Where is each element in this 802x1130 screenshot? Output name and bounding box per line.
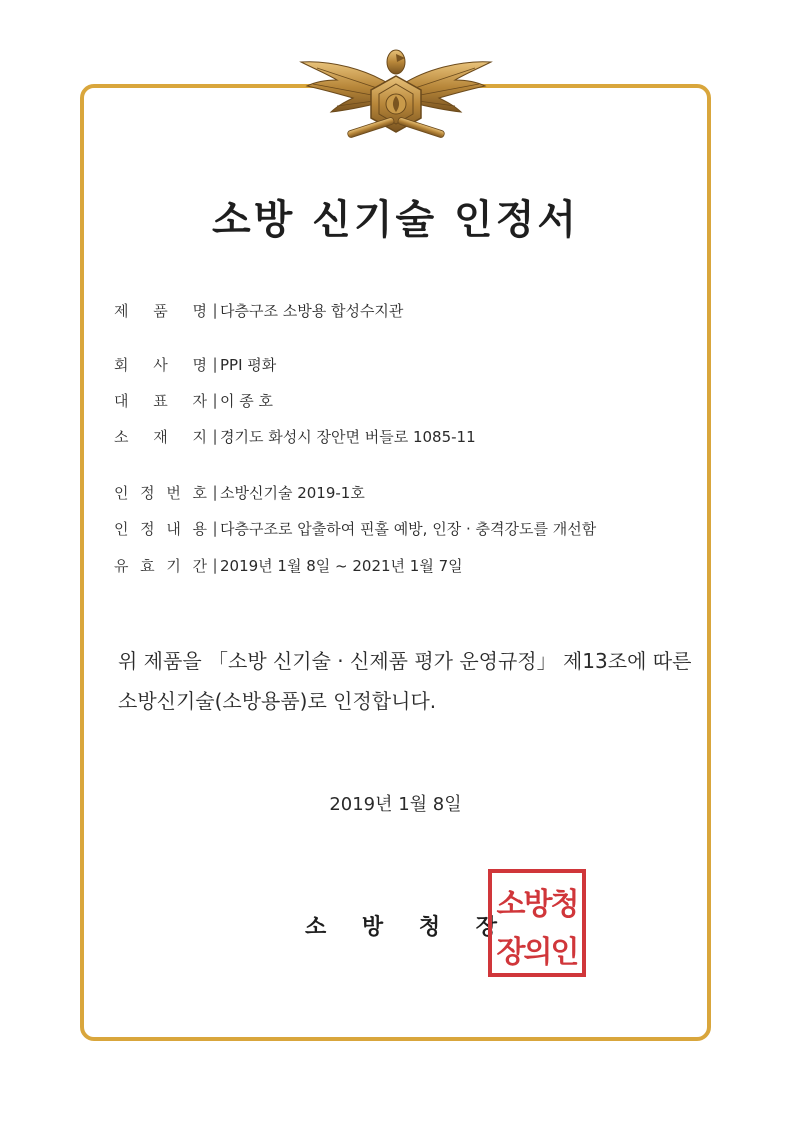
field-row <box>114 480 365 504</box>
field-value: 경기도 화성시 장안면 버들로 1085-11 <box>220 427 476 446</box>
field-separator: | <box>212 519 218 537</box>
field-label-char: 소 <box>114 427 129 446</box>
field-label-char: 품 <box>153 301 168 320</box>
field-label-char: 간 <box>192 556 207 575</box>
field-value: PPI 평화 <box>220 355 277 374</box>
field-label-char: 번 <box>166 483 181 502</box>
field-row <box>114 298 403 322</box>
field-row <box>114 388 273 412</box>
certification-statement <box>118 641 698 721</box>
field-separator: | <box>212 427 218 445</box>
field-label <box>114 390 210 411</box>
field-label <box>114 555 210 576</box>
field-label-char: 대 <box>114 391 129 410</box>
field-value: 2019년 1월 8일 ~ 2021년 1월 7일 <box>220 556 463 575</box>
field-label-char: 제 <box>114 301 129 320</box>
field-separator: | <box>212 483 218 501</box>
field-label-char: 호 <box>192 483 207 502</box>
statement-line-1: 위 제품을 「소방 신기술 · 신제품 평가 운영규정」 제13조에 따른 <box>118 649 692 673</box>
statement-line-2: 소방신기술(소방용품)로 인정합니다. <box>118 689 437 713</box>
issuer-title: 소 방 청 장 <box>305 915 511 940</box>
seal-text-bottom: 장의인 <box>496 935 578 970</box>
field-label-char: 유 <box>114 556 129 575</box>
field-label <box>114 300 210 321</box>
certificate-title: 소방 신기술 인정서 <box>212 197 579 243</box>
field-value: 다층구조로 압출하여 핀홀 예방, 인장 · 충격강도를 개선함 <box>220 519 597 538</box>
field-separator: | <box>212 391 218 409</box>
field-label-char: 재 <box>153 427 168 446</box>
field-label-char: 내 <box>166 519 181 538</box>
field-separator: | <box>212 556 218 574</box>
field-value: 소방신기술 2019-1호 <box>220 483 365 502</box>
field-label-char: 정 <box>140 483 155 502</box>
field-separator: | <box>212 301 218 319</box>
field-row <box>114 424 476 448</box>
field-label <box>114 518 210 539</box>
field-separator: | <box>212 355 218 373</box>
field-label-char: 지 <box>192 427 207 446</box>
field-value: 다층구조 소방용 합성수지관 <box>220 301 404 320</box>
field-label-char: 용 <box>192 519 207 538</box>
field-label-char: 명 <box>192 355 207 374</box>
field-row <box>114 553 463 577</box>
official-seal-icon <box>487 868 587 978</box>
field-row <box>114 352 276 376</box>
field-label-char: 효 <box>140 556 155 575</box>
field-label-char: 명 <box>192 301 207 320</box>
eagle-emblem-icon <box>297 40 495 146</box>
field-row <box>114 516 596 540</box>
field-label-char: 정 <box>140 519 155 538</box>
field-value: 이 종 호 <box>220 391 274 410</box>
field-label <box>114 354 210 375</box>
field-label-char: 인 <box>114 519 129 538</box>
field-label-char: 기 <box>166 556 181 575</box>
field-label <box>114 482 210 503</box>
field-label-char: 인 <box>114 483 129 502</box>
field-label-char: 회 <box>114 355 129 374</box>
field-label <box>114 426 210 447</box>
field-label-char: 사 <box>153 355 168 374</box>
seal-text-top: 소방청 <box>496 887 578 922</box>
issue-date: 2019년 1월 8일 <box>329 794 462 815</box>
field-label-char: 자 <box>192 391 207 410</box>
field-label-char: 표 <box>153 391 168 410</box>
